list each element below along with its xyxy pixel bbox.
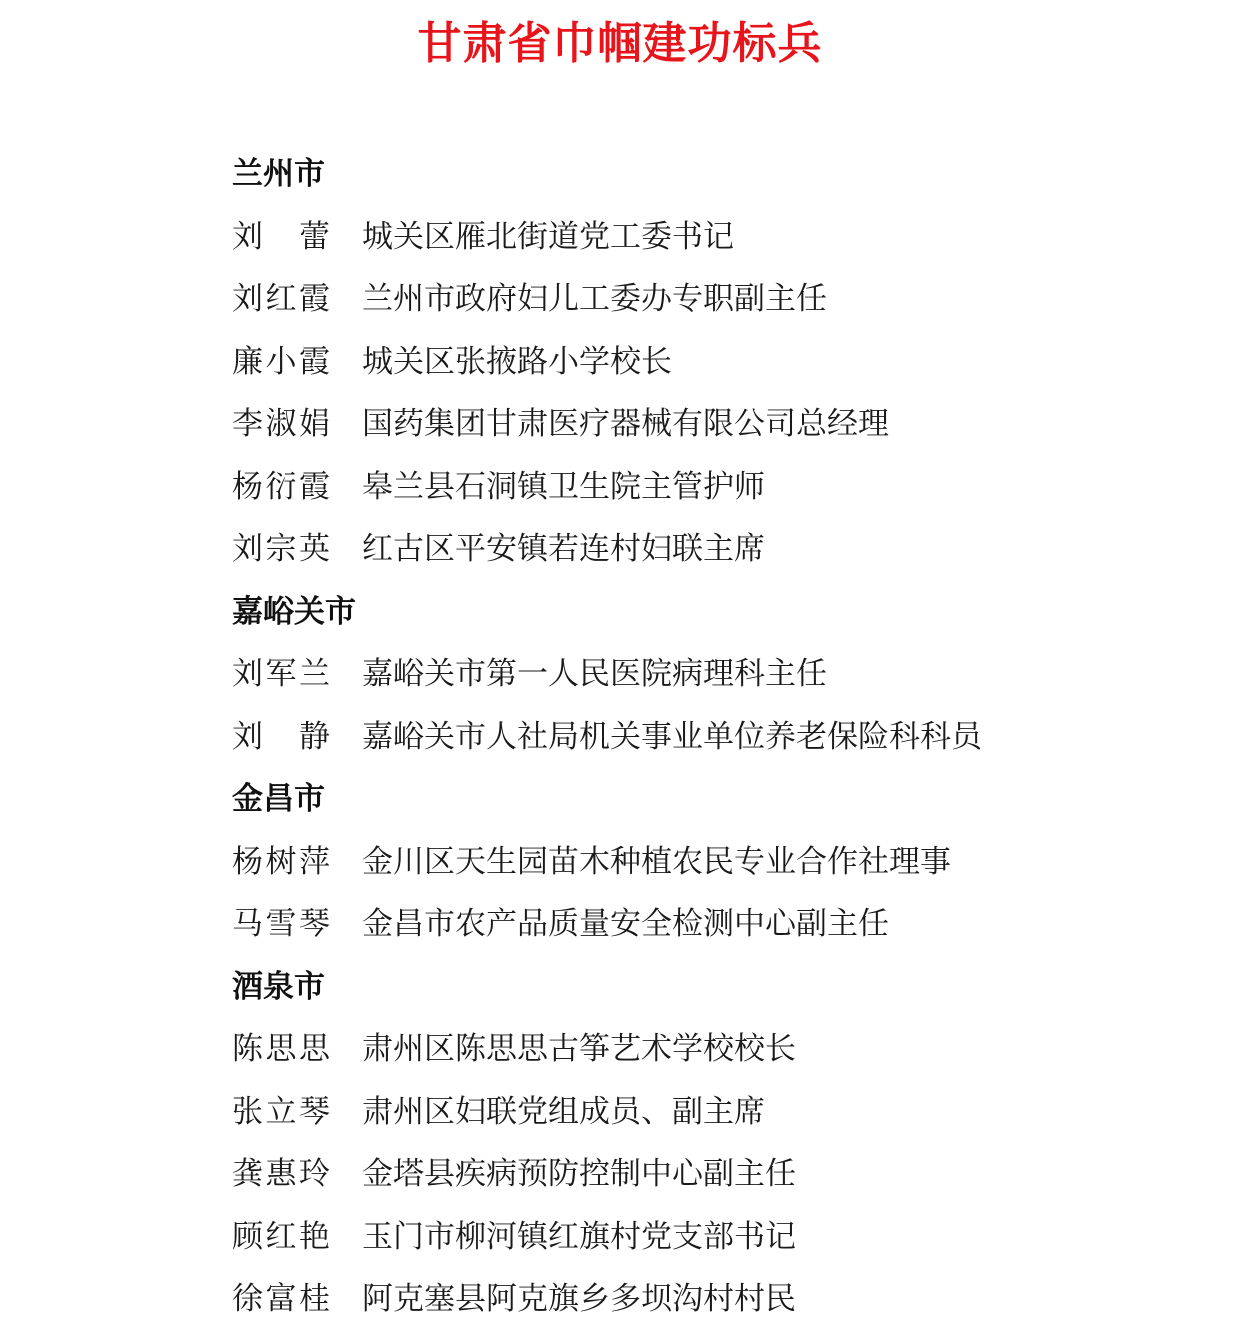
list-item xyxy=(232,1018,1192,1081)
person-name: 马雪琴 xyxy=(232,906,330,942)
person-name: 刘宗英 xyxy=(232,531,330,567)
list-item xyxy=(232,831,1192,894)
city-heading: 嘉峪关市 xyxy=(232,593,356,630)
list-item xyxy=(232,1143,1192,1206)
person-position: 城关区张掖路小学校长 xyxy=(362,343,672,380)
list-item xyxy=(232,893,1192,956)
person-name: 徐富桂 xyxy=(232,1281,330,1317)
person-position: 肃州区陈思思古筝艺术学校校长 xyxy=(362,1031,796,1067)
city-heading: 金昌市 xyxy=(232,781,325,817)
person-position: 金昌市农产品质量安全检测中心副主任 xyxy=(362,906,889,942)
person-position: 兰州市政府妇儿工委办专职副主任 xyxy=(362,281,827,317)
person-position: 金塔县疾病预防控制中心副主任 xyxy=(362,1156,796,1192)
person-position: 嘉峪关市人社局机关事业单位养老保险科科员 xyxy=(362,718,982,755)
person-name: 刘红霞 xyxy=(232,281,330,317)
person-position: 金川区天生园苗木种植农民专业合作社理事 xyxy=(362,843,951,880)
list-item xyxy=(232,331,1192,394)
list-item xyxy=(232,206,1192,269)
person-name: 刘 蕾 xyxy=(232,218,330,255)
list-item xyxy=(232,393,1192,456)
person-position: 皋兰县石洞镇卫生院主管护师 xyxy=(362,468,765,505)
honoree-list xyxy=(232,143,1192,1331)
list-item xyxy=(232,643,1192,706)
list-item xyxy=(232,268,1192,331)
page-title: 甘肃省巾帼建功标兵 xyxy=(417,18,823,69)
person-name: 杨衍霞 xyxy=(232,468,330,505)
person-position: 城关区雁北街道党工委书记 xyxy=(362,218,734,255)
person-position: 国药集团甘肃医疗器械有限公司总经理 xyxy=(362,406,889,442)
person-position: 嘉峪关市第一人民医院病理科主任 xyxy=(362,656,827,692)
list-item xyxy=(232,456,1192,519)
person-position: 红古区平安镇若连村妇联主席 xyxy=(362,531,765,567)
list-item xyxy=(232,1268,1192,1331)
list-item xyxy=(232,1081,1192,1144)
list-item xyxy=(232,1206,1192,1269)
city-heading: 酒泉市 xyxy=(232,968,325,1005)
list-item xyxy=(232,518,1192,581)
person-name: 陈思思 xyxy=(232,1031,330,1067)
person-name: 龚惠玲 xyxy=(232,1156,330,1192)
person-name: 顾红艳 xyxy=(232,1218,330,1255)
person-name: 刘 静 xyxy=(232,718,330,755)
city-heading: 兰州市 xyxy=(232,156,325,192)
person-position: 阿克塞县阿克旗乡多坝沟村村民 xyxy=(362,1281,796,1317)
person-name: 廉小霞 xyxy=(232,343,330,380)
list-item xyxy=(232,706,1192,769)
person-name: 李淑娟 xyxy=(232,406,330,442)
person-name: 张立琴 xyxy=(232,1093,330,1130)
person-position: 玉门市柳河镇红旗村党支部书记 xyxy=(362,1218,796,1255)
person-position: 肃州区妇联党组成员、副主席 xyxy=(362,1093,765,1130)
person-name: 刘军兰 xyxy=(232,656,330,692)
person-name: 杨树萍 xyxy=(232,843,330,880)
